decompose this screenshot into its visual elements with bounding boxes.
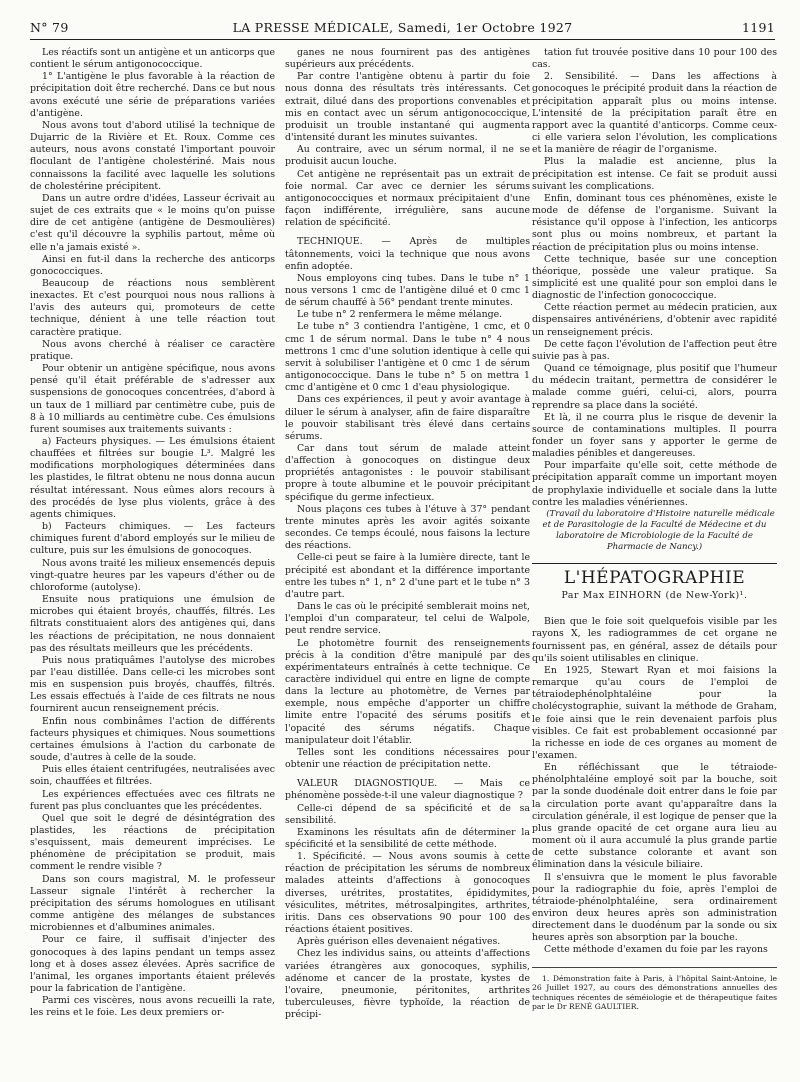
paragraph: Cette méthode d'examen du foie par les rayons [544,944,768,956]
paragraph: 1° L'antigène le plus favorable à la réaction de précipitation doit être recherché. Dans ce but nous avons exécuté une série de préparations variées d'antigène. [30,71,275,119]
paragraph: ganes ne nous fournirent pas des antigènes supérieurs aux précédents. [285,47,530,71]
paragraph: Et là, il ne courra plus le risque de devenir la source de contaminations multiples. Il pourra fonder un foyer sans y apporter le germe de maladies pénibles et dangereuses. [532,411,777,460]
paragraph: Au contraire, avec un sérum normal, il ne se produisit aucun louche. [285,144,530,168]
paragraph: Le tube n° 3 contiendra l'antigène, 1 cmc, et 0 cmc 1 de sérum normal. Dans le tube n° 4 nous mettrons 1 cmc d'une solution identique à celle qui servit à solubiliser l'antigène et 0 cmc 1 de sérum antigonococcique. Dans le tube n° 5 on mettra 1 cmc d'antigène et 0 cmc 1 d'eau physiologique. [285,321,530,394]
paragraph: Pour imparfaite qu'elle soit, cette méthode de précipitation apparaît comme un important moyen de prophylaxie individuelle et sociale dans la lutte contre les maladies vénériennes. [532,460,777,508]
paragraph: Ensuite nous pratiquions une émulsion de microbes qui étaient broyés, chauffés, filtrés. Les filtrats constituaient alors des antigènes qui, dans les réactions de précipitation, ne nous donnaient pas des résultats meilleurs que les précédents. [30,594,275,654]
paragraph: Nous avons cherché à réaliser ce caractère pratique. [30,338,275,362]
paragraph: Quand ce témoignage, plus positif que l'humeur du médecin traitant, permettra de considérer le malade comme guéri, celui-ci, alors, pourra reprendre sa place dans la société. [532,363,777,411]
paragraph: Celle-ci peut se faire à la lumière directe, tant le précipité est abondant et la différence importante entre les tubes n° 1, n° 2 d'une part et le tube n° 3 d'autre part. [285,552,530,600]
paragraph: Chez les individus sains, ou atteints d'affections variées étrangères aux gonocoques, syphilis, adénome et cancer de la prostate, kystes de l'ovaire, pneumonie, péritonites, arthrites tuberculeuses, fièvre typhoïde, la réaction de précipi- [285,948,530,1021]
paragraph: Cet antigène ne représentait pas un extrait de foie normal. Car avec ce dernier les sérums antigonococciques et normaux précipitaient d'une façon indifférente, irrégulière, sans aucune relation de spécificité. [285,168,530,229]
paragraph: Le photomètre fournit des renseignements précis à la condition d'être manipulé par des expérimentateurs entraînés à cette technique. Ce caractère individuel qui entre en ligne de compte dans la lecture au photomètre, de Vernes par exemple, nous empêche d'apporter un chiffre limite entre l'opacité des sérums positifs et l'opacité des sérums négatifs. Chaque manipulateur doit l'établir. [285,637,530,746]
paragraph: a) Facteurs physiques. — Les émulsions étaient chauffées et filtrées sur bougie L³. Malgré les modifications morphologiques déterminées dans les plastides, le filtrat obtenu ne nous donna aucun résultat intéressant. Nous eûmes alors recours à des procédés de lyse plus violents, grâce à des agents chimiques. [30,436,275,520]
paragraph: Puis nous pratiquâmes l'autolyse des microbes par l'eau distillée. Dans celle-ci les microbes sont mis en suspension puis broyés, chauffés, filtrés. Les essais effectués à l'aide de ces filtrats ne nous fournirent aucun renseignement précis. [30,654,275,715]
paragraph: Les expériences effectuées avec ces filtrats ne furent pas plus concluantes que les précédentes. [30,788,275,812]
paragraph: Cette réaction permet au médecin praticien, aux dispensaires antivénériens, d'obtenir avec rapidité un renseignement précis. [532,302,777,338]
page-header [30,20,775,38]
paragraph: Dans le cas où le précipité semblerait moins net, l'emploi d'un comparateur, tel celui de Walpole, peut rendre service. [285,601,530,637]
paragraph: Il s'ensuivra que le moment le plus favorable pour la radiographie du foie, après l'emploi de tétraiode-phénolphtaléine, sera ordinairement environ deux heures après son administration directement dans le duodénum par la sonde ou six heures après son absorption par la bouche. [532,871,777,944]
section-gap [285,771,530,778]
paragraph: Parmi ces viscères, nous avons recueilli la rate, les reins et le foie. Les deux premiers or- [30,995,275,1019]
paragraph: TECHNIQUE. — Après de multiples tâtonnements, voici la technique que nous avons enfin adoptée. [285,236,530,272]
paragraph: Après guérison elles devenaient négatives. [297,936,501,948]
footnote [532,967,777,1012]
issue-number: N° 79 [30,20,69,35]
paragraph: Telles sont les conditions nécessaires pour obtenir une réaction de précipitation nette. [285,746,530,771]
paragraph: Beaucoup de réactions nous semblèrent inexactes. Et c'est pourquoi nous nous rallions à l'avis des auteurs qui, promoteurs de cette technique, dénient à une telle réaction tout caractère pratique. [30,277,275,338]
paragraph: Examinons les résultats afin de déterminer la spécificité et la sensibilité de cette méthode. [285,826,530,850]
paragraph: b) Facteurs chimiques. — Les facteurs chimiques furent d'abord employés sur le milieu de culture, puis sur les émulsions de gonocoques. [30,521,275,557]
paragraph: Ainsi en fut-il dans la recherche des anticorps gonococciques. [30,253,275,277]
paragraph: Plus la maladie est ancienne, plus la précipitation est intense. Ce fait se produit aussi suivant les complications. [532,156,777,192]
paragraph: Nous avons traité les milieux ensemencés depuis vingt-quatre heures par les vapeurs d'éther ou de chloroforme (autolyse). [30,557,275,593]
article-byline: Par Max EINHORN (de New-York)¹. [561,590,748,602]
paragraph: 1. Spécificité. — Nous avons soumis à cette réaction de précipitation les sérums de nombreux malades atteints d'affections à gonocoques diverses, urétrites, prostatites, épididymites, vésiculites, métrites, métrosalpingites, arthrites, iritis. Dans ces observations 90 pour 100 des réactions étaient positives. [285,851,530,936]
column-3 [532,47,777,1077]
paragraph: Celle-ci dépend de sa spécificité et de sa sensibilité. [285,802,530,826]
paragraph: Bien que le foie soit quelquefois visible par les rayons X, les radiogrammes de cet organe ne fournissent pas, en général, assez de détails pour qu'ils soient utilisables en clinique. [532,616,777,664]
paragraph: Dans son cours magistral, M. le professeur Lasseur signale l'intérêt à rechercher la précipitation des sérums homologues en utilisant comme antigène des mélanges de substances microbiennes et d'albumines animales. [30,873,275,934]
paragraph: Enfin nous combinâmes l'action de différents facteurs physiques et chimiques. Nous soumettions certaines émulsions à l'action du carbonate de soude, d'autres à celle de la soude. [30,715,275,764]
paragraph: Car dans tout sérum de malade atteint d'affection à gonocoques on distingue deux propriétés antagonistes : le pouvoir stabilisant propre à toute albumine et le pouvoir précipitant spécifique du germe infectieux. [285,443,530,503]
paragraph: Puis elles étaient centrifugées, neutralisées avec soin, chauffées et filtrées. [30,764,275,788]
paragraph: Nous employons cinq tubes. Dans le tube n° 1 nous versons 1 cmc de l'antigène dilué et 0 cmc 1 de sérum chauffé à 56° pendant trente minutes. [285,272,530,309]
paragraph: Dans un autre ordre d'idées, Lasseur écrivait au sujet de ces extraits que « le moins qu'on puisse dire de cet antigène (antigène de Desmoulières) c'est qu'il découvre la syphilis partout, même où elle n'a jamais existé ». [30,192,275,253]
header-rule [30,39,775,40]
paragraph: Cette technique, basée sur une conception théorique, possède une valeur pratique. Sa simplicité est une qualité pour son emploi dans le diagnostic de l'infection gonococcique. [532,253,777,302]
paragraph: tation fut trouvée positive dans 10 pour 100 des cas. [532,47,777,71]
column-1 [30,47,275,1077]
paragraph: Pour obtenir un antigène spécifique, nous avons pensé qu'il était préférable de s'adresser aux suspensions de gonocoques concentrées, d'abord à un taux de 1 milliard par centimètre cube, puis de 8 à 10 milliards au centimètre cube. Ces émulsions furent soumises aux traitements suivants : [30,363,275,435]
affiliation-note: (Travail du laboratoire d'Histoire naturelle médicale et de Parasitologie de la Faculté de Médecine et du laboratoire de Microbiologie de la Faculté de Pharmacie de Nancy.) [542,508,775,552]
column-2 [285,47,530,1077]
paragraph: Nous avons tout d'abord utilisé la technique de Dujarric de la Rivière et Et. Roux. Comme ces auteurs, nous avons constaté l'important pouvoir floculant de l'antigène cholestériné. Mais nous connaissons la facilité avec laquelle les solutions de cholestérine précipitent. [30,119,275,192]
paragraph: Quel que soit le degré de désintégration des plastides, les réactions de précipitation s'esquissent, mais demeurent imprécises. Le phénomène de précipitation se produit, mais comment le rendre visible ? [30,812,275,873]
paragraph: Enfin, dominant tous ces phénomènes, existe le mode de défense de l'organisme. Suivant la résistance qu'il oppose à l'infection, les anticorps sont plus ou moins nombreux, et partant la réaction de précipitation plus ou moins intense. [532,192,777,253]
column-3-article1 [532,47,777,509]
article2-body [532,616,777,956]
section-gap [285,229,530,236]
paragraph: Nous plaçons ces tubes à l'étuve à 37° pendant trente minutes après les avoir agités soixante secondes. Ce temps écoulé, nous faisons la lecture des réactions. [285,503,530,552]
paragraph: De cette façon l'évolution de l'affection peut être suivie pas à pas. [532,338,777,362]
footnote-text: 1. Démonstration faite à Paris, à l'hôpital Saint-Antoine, le 26 Juillet 1927, au cours des démonstrations annuelles des techniques récentes de séméiologie et de thérapeutique faites par le Dr RENÉ GAULTIER. [532,973,777,1012]
paragraph: VALEUR DIAGNOSTIQUE. — Mais ce phénomène possède-t-il une valeur diagnostique ? [285,778,530,802]
article-separator [532,563,777,564]
paragraph: En 1925, Stewart Ryan et moi faisions la remarque qu'au cours de l'emploi de tétraiodephénolphtaléine pour la cholécystographie, suivant la méthode de Graham, le foie ainsi que le rein devenaient parfois plus visibles. Ce fait est probablement occasionné par la richesse en iode de ces organes au moment de l'examen. [532,664,777,761]
paragraph: Le tube n° 2 renfermera le même mélange. [297,309,503,321]
page-number: 1191 [741,20,775,35]
paragraph: Pour ce faire, il suffisait d'injecter des gonocoques à des lapins pendant un temps assez long et à doses assez élevées. Après sacrifice de l'animal, les organes importants étaient prélevés pour la fabrication de l'antigène. [30,934,275,995]
paragraph: Par contre l'antigène obtenu à partir du foie nous donna des résultats très intéressants. Cet extrait, dilué dans des proportions convenables et mis en contact avec un sérum antigonococcique, produisit un trouble instantané qui augmenta d'intensité durant les minutes suivantes. [285,71,530,144]
paragraph: Les réactifs sont un antigène et un anticorps que contient le sérum antigonococcique. [30,47,275,71]
article-title: L'HÉPATOGRAPHIE [563,567,746,588]
journal-title: LA PRESSE MÉDICALE, Samedi, 1er Octobre 1927 [232,20,573,35]
paragraph: 2. Sensibilité. — Dans les affections à gonocoques le précipité produit dans la réaction de précipitation apparaît plus ou moins intense. L'intensité de la précipitation paraît être en rapport avec la quantité d'anticorps. Comme ceux-ci elle variera selon l'évolution, les complications et la manière de réagir de l'organisme. [532,71,777,156]
paragraph: En réfléchissant que le tétraiode-phénolphtaléine employé soit par la bouche, soit par la sonde duodénale doit entrer dans le foie par la circulation porte avant qu'apparaître dans la circulation générale, il est logique de penser que la plus grande opacité de cet organe aura lieu au moment où il aura accumulé la plus grande partie de cette substance colorante et avant son élimination dans la vésicule biliaire. [532,762,777,871]
paragraph: Dans ces expériences, il peut y avoir avantage à diluer le sérum à analyser, afin de faire disparaître le pouvoir stabilisant très élevé dans certains sérums. [285,394,530,442]
